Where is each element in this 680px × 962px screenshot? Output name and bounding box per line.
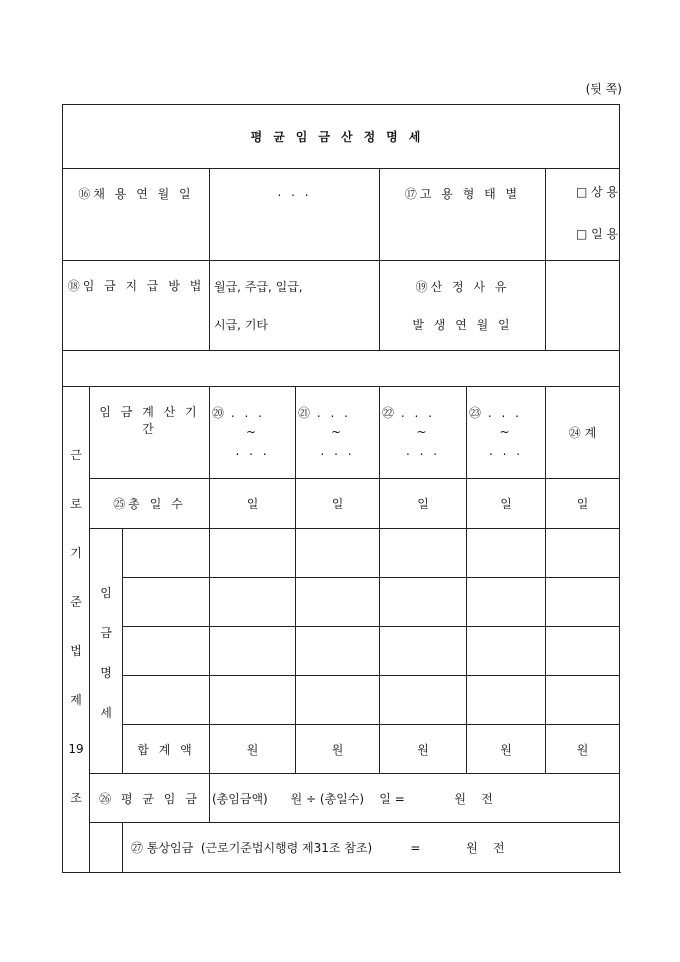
total-days-cell[interactable]: 일	[380, 479, 467, 529]
period-start: . . .	[316, 406, 351, 420]
period-tilde: ~	[330, 425, 345, 439]
period-tilde: ~	[499, 425, 513, 439]
wage-item-amount-cell[interactable]	[296, 676, 380, 725]
side-char: 준	[70, 595, 82, 609]
wage-item-name-cell[interactable]	[123, 529, 210, 578]
wage-item-amount-cell[interactable]	[296, 529, 380, 578]
period-tilde: ~	[245, 425, 260, 439]
employment-type-regular-checkbox[interactable]: □ 상 용	[576, 185, 619, 199]
form-title: 평균임금산정명세	[63, 105, 620, 169]
employment-type-daily-checkbox[interactable]: □ 일 용	[576, 227, 619, 241]
period-col-23[interactable]	[467, 387, 546, 479]
period-total-label: ㉔ 계	[546, 387, 620, 479]
sum-cell[interactable]: 원	[546, 725, 620, 774]
hire-date-label: ⑯채 용 연 월 일	[63, 169, 210, 261]
calc-reason-field[interactable]	[546, 261, 620, 351]
wage-item-amount-cell[interactable]	[210, 529, 296, 578]
side-char: 19	[68, 742, 84, 756]
total-days-cell[interactable]: 일	[546, 479, 620, 529]
wage-method-line: 시급, 기타	[214, 317, 268, 332]
wage-detail-side-label	[90, 529, 123, 774]
side-char: 세	[100, 706, 112, 720]
period-col-22[interactable]	[380, 387, 467, 479]
sum-cell[interactable]: 원	[210, 725, 296, 774]
wage-item-name-cell[interactable]	[123, 676, 210, 725]
wage-item-amount-cell[interactable]	[210, 676, 296, 725]
wage-item-amount-cell[interactable]	[296, 627, 380, 676]
side-char: 금	[100, 626, 112, 640]
wage-item-amount-cell[interactable]	[467, 578, 546, 627]
side-char: 임	[100, 586, 112, 600]
labor-standards-side-label	[63, 387, 90, 873]
page-side-label: (뒷 쪽)	[585, 82, 622, 96]
sum-cell[interactable]: 원	[467, 725, 546, 774]
wage-item-amount-cell[interactable]	[546, 578, 620, 627]
wage-method-label: ⑱임 금 지 급 방 법	[63, 261, 210, 351]
calc-reason-line: ⑲산 정 사 유	[415, 279, 510, 294]
wage-item-amount-cell[interactable]	[380, 578, 467, 627]
circled-number: ㉑	[298, 406, 311, 420]
wage-item-amount-cell[interactable]	[546, 676, 620, 725]
sum-cell[interactable]: 원	[380, 725, 467, 774]
sum-label: 합 계 액	[123, 725, 210, 774]
circled-number: ㉓	[469, 406, 482, 420]
hire-date-field[interactable]: . . .	[210, 169, 380, 261]
period-start: . . .	[400, 406, 435, 420]
total-days-cell[interactable]: 일	[210, 479, 296, 529]
blank-row	[63, 351, 620, 387]
wage-item-amount-cell[interactable]	[296, 578, 380, 627]
side-char: 조	[70, 791, 82, 805]
wage-item-amount-cell[interactable]	[380, 676, 467, 725]
average-wage-formula[interactable]: (총임금액) 원 ÷ (총일수) 일 = 원 전	[210, 774, 620, 823]
wage-item-amount-cell[interactable]	[467, 529, 546, 578]
period-label: 임 금 계 산 기 간	[90, 387, 210, 479]
calc-reason-line: 발 생 연 월 일	[412, 317, 513, 332]
wage-item-amount-cell[interactable]	[546, 529, 620, 578]
side-char: 로	[70, 497, 82, 511]
wage-item-amount-cell[interactable]	[210, 578, 296, 627]
wage-item-name-cell[interactable]	[123, 627, 210, 676]
ordinary-wage-row	[123, 823, 620, 873]
period-start: . . .	[230, 406, 265, 420]
side-char: 법	[70, 644, 82, 658]
period-tilde: ~	[416, 425, 430, 439]
side-char: 기	[70, 546, 82, 560]
wage-item-amount-cell[interactable]	[467, 627, 546, 676]
employment-type-options	[546, 169, 620, 261]
circled-number: ⑳	[212, 406, 225, 420]
wage-item-amount-cell[interactable]	[380, 627, 467, 676]
period-end: . . .	[235, 444, 270, 458]
wage-item-amount-cell[interactable]	[380, 529, 467, 578]
ordinary-wage-spacer	[90, 823, 123, 873]
period-start: . . .	[487, 406, 522, 420]
side-char: 제	[70, 693, 82, 707]
period-end: . . .	[320, 444, 355, 458]
average-wage-label: ㉖ 평 균 임 금	[90, 774, 210, 823]
period-end: . . .	[488, 444, 524, 458]
side-char: 명	[100, 666, 112, 680]
period-col-20[interactable]	[210, 387, 296, 479]
wage-item-amount-cell[interactable]	[467, 676, 546, 725]
total-days-label: ㉕총 일 수	[90, 479, 210, 529]
circled-number: ㉒	[382, 406, 395, 420]
wage-method-line: 월급, 주급, 일급,	[214, 279, 303, 294]
wage-item-amount-cell[interactable]	[210, 627, 296, 676]
wage-item-amount-cell[interactable]	[546, 627, 620, 676]
ordinary-wage-formula[interactable]: (근로기준법시행령 제31조 참조) = 원 전	[200, 841, 505, 855]
ordinary-wage-label: ㉗ 통상임금	[131, 841, 194, 855]
wage-item-name-cell[interactable]	[123, 578, 210, 627]
sum-cell[interactable]: 원	[296, 725, 380, 774]
average-wage-form	[62, 104, 620, 873]
total-days-cell[interactable]: 일	[467, 479, 546, 529]
side-char: 근	[70, 448, 82, 462]
total-days-cell[interactable]: 일	[296, 479, 380, 529]
period-col-21[interactable]	[296, 387, 380, 479]
employment-type-label: ⑰고 용 형 태 별	[380, 169, 546, 261]
calc-reason-label	[380, 261, 546, 351]
wage-method-field	[210, 261, 380, 351]
period-end: . . .	[405, 444, 441, 458]
